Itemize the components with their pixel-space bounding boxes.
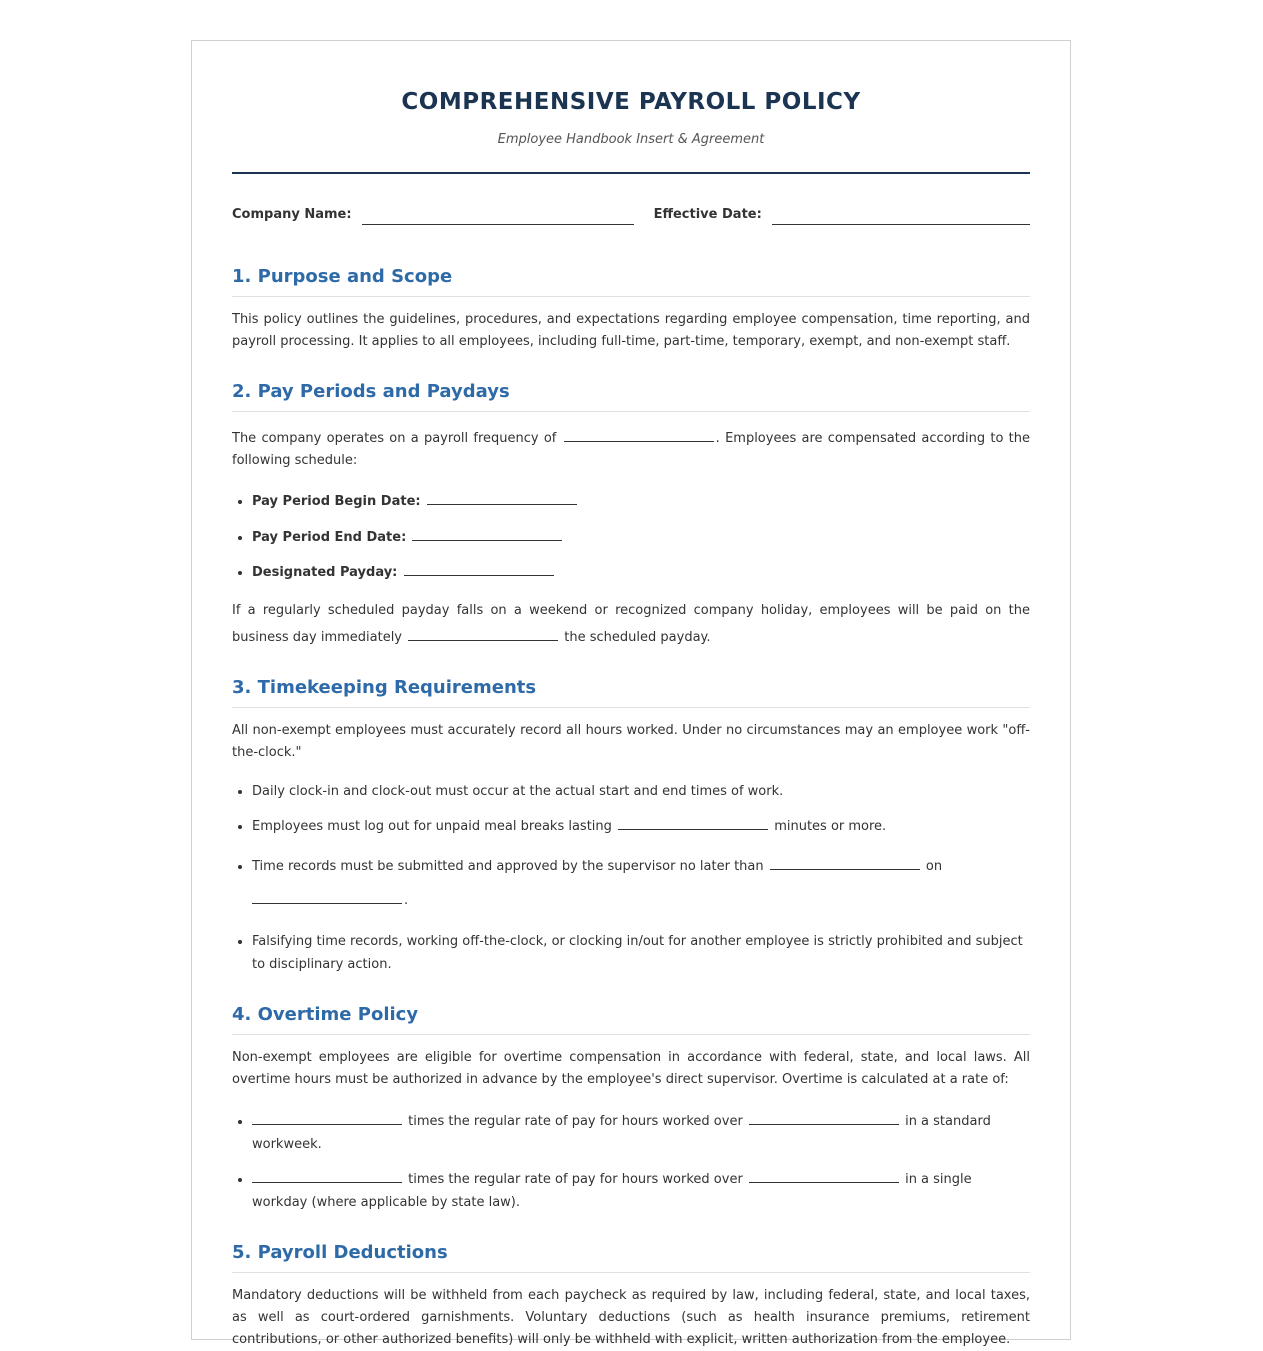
effective-date-field[interactable] [772, 212, 1030, 225]
designated-payday-field[interactable] [404, 562, 554, 576]
section-1-body: This policy outlines the guidelines, procedures, and expectations regarding employee compensation, time reporting, and payroll processing. It applies to all employees, including full-time, part-time, temporary, exempt, and non-exempt staff. [232, 312, 1030, 349]
section-2-intro-text-end: . Employees are compensated according to the following schedule: [232, 431, 1030, 468]
section-2-intro [232, 428, 1030, 472]
payday-adjustment-field[interactable] [408, 627, 558, 641]
document-meta-row [232, 207, 1030, 222]
section-3-body: All non-exempt employees must accurately record all hours worked. Under no circumstances may an employee work "off-the-clock." [232, 723, 1030, 760]
daily-rate-text: times the regular rate of pay for hours worked over [408, 1172, 743, 1187]
section-3-heading: 3. Timekeeping Requirements [232, 677, 1030, 708]
effective-date-label: Effective Date: [653, 207, 762, 222]
time-records-on: on [925, 859, 943, 874]
timekeeping-list [232, 780, 1030, 976]
submission-day-field[interactable] [252, 890, 402, 904]
weekly-rate-text: times the regular rate of pay for hours worked over [408, 1114, 743, 1129]
meal-break-minutes-field[interactable] [618, 816, 768, 830]
submission-deadline-field[interactable] [770, 856, 920, 870]
company-name-label: Company Name: [232, 207, 352, 222]
time-records-period: . [404, 893, 409, 908]
pay-period-begin-label: Pay Period Begin Date: [252, 494, 421, 509]
document-subtitle: Employee Handbook Insert & Agreement [497, 132, 765, 147]
pay-schedule-list [232, 490, 1030, 584]
designated-payday-label: Designated Payday: [252, 565, 398, 580]
payday-note-text: If a regularly scheduled payday falls on a weekend or recognized company holiday, employees will be paid on the business day immediately [232, 603, 1030, 645]
title-divider [232, 172, 1030, 174]
section-4-body: Non-exempt employees are eligible for overtime compensation in accordance with federal, state, and local laws. All overtime hours must be authorized in advance by the employee's direct supervisor. Overtime is calculated at a rate of: [232, 1050, 1030, 1087]
section-4-heading: 4. Overtime Policy [232, 1004, 1030, 1035]
daily-rate-text-end: in a single workday (where applicable by state law). [252, 1172, 972, 1210]
policy-document [191, 40, 1071, 1347]
section-2-heading: 2. Pay Periods and Paydays [232, 381, 1030, 412]
meal-break-text-end: minutes or more. [774, 819, 887, 834]
pay-period-begin-field[interactable] [427, 491, 577, 505]
payday-holiday-note [232, 597, 1030, 651]
pay-period-end-field[interactable] [412, 527, 562, 541]
list-item [252, 850, 1030, 918]
pay-period-end-label: Pay Period End Date: [252, 530, 407, 545]
list-item [252, 1168, 1030, 1214]
time-records-text: Time records must be submitted and approved by the supervisor no later than [252, 859, 764, 874]
daily-multiplier-field[interactable] [252, 1169, 402, 1183]
weekly-hours-field[interactable] [749, 1111, 899, 1125]
list-item [252, 490, 1030, 513]
payday-note-text-end: the scheduled payday. [564, 630, 711, 645]
list-item [252, 561, 1030, 584]
list-item [252, 1110, 1030, 1156]
document-title: COMPREHENSIVE PAYROLL POLICY [401, 89, 861, 115]
section-5-heading: 5. Payroll Deductions [232, 1242, 1030, 1273]
list-item [252, 526, 1030, 549]
section-2-intro-text: The company operates on a payroll frequency of [232, 431, 557, 446]
payroll-frequency-field[interactable] [564, 428, 714, 442]
section-5-body: Mandatory deductions will be withheld from each paycheck as required by law, including federal, state, and local taxes, as well as court-ordered garnishments. Voluntary deductions (such as health insurance premiums, retirement contributions, or other authorized benefits) will only be withheld with explicit, written authorization from the employee. [232, 1288, 1030, 1347]
meal-break-text: Employees must log out for unpaid meal breaks lasting [252, 819, 612, 834]
weekly-multiplier-field[interactable] [252, 1111, 402, 1125]
list-item [252, 815, 1030, 838]
daily-hours-field[interactable] [749, 1169, 899, 1183]
list-item: • Daily clock-in and clock-out must occur at the actual start and end times of work. [252, 780, 1030, 803]
weekly-rate-text-end: in a standard workweek. [252, 1114, 991, 1152]
list-item: • Falsifying time records, working off-the-clock, or clocking in/out for another employee is strictly prohibited and subject to disciplinary action. [252, 930, 1030, 976]
company-name-field[interactable] [362, 212, 634, 225]
overtime-rates-list [232, 1110, 1030, 1214]
section-1-heading: 1. Purpose and Scope [232, 266, 1030, 297]
